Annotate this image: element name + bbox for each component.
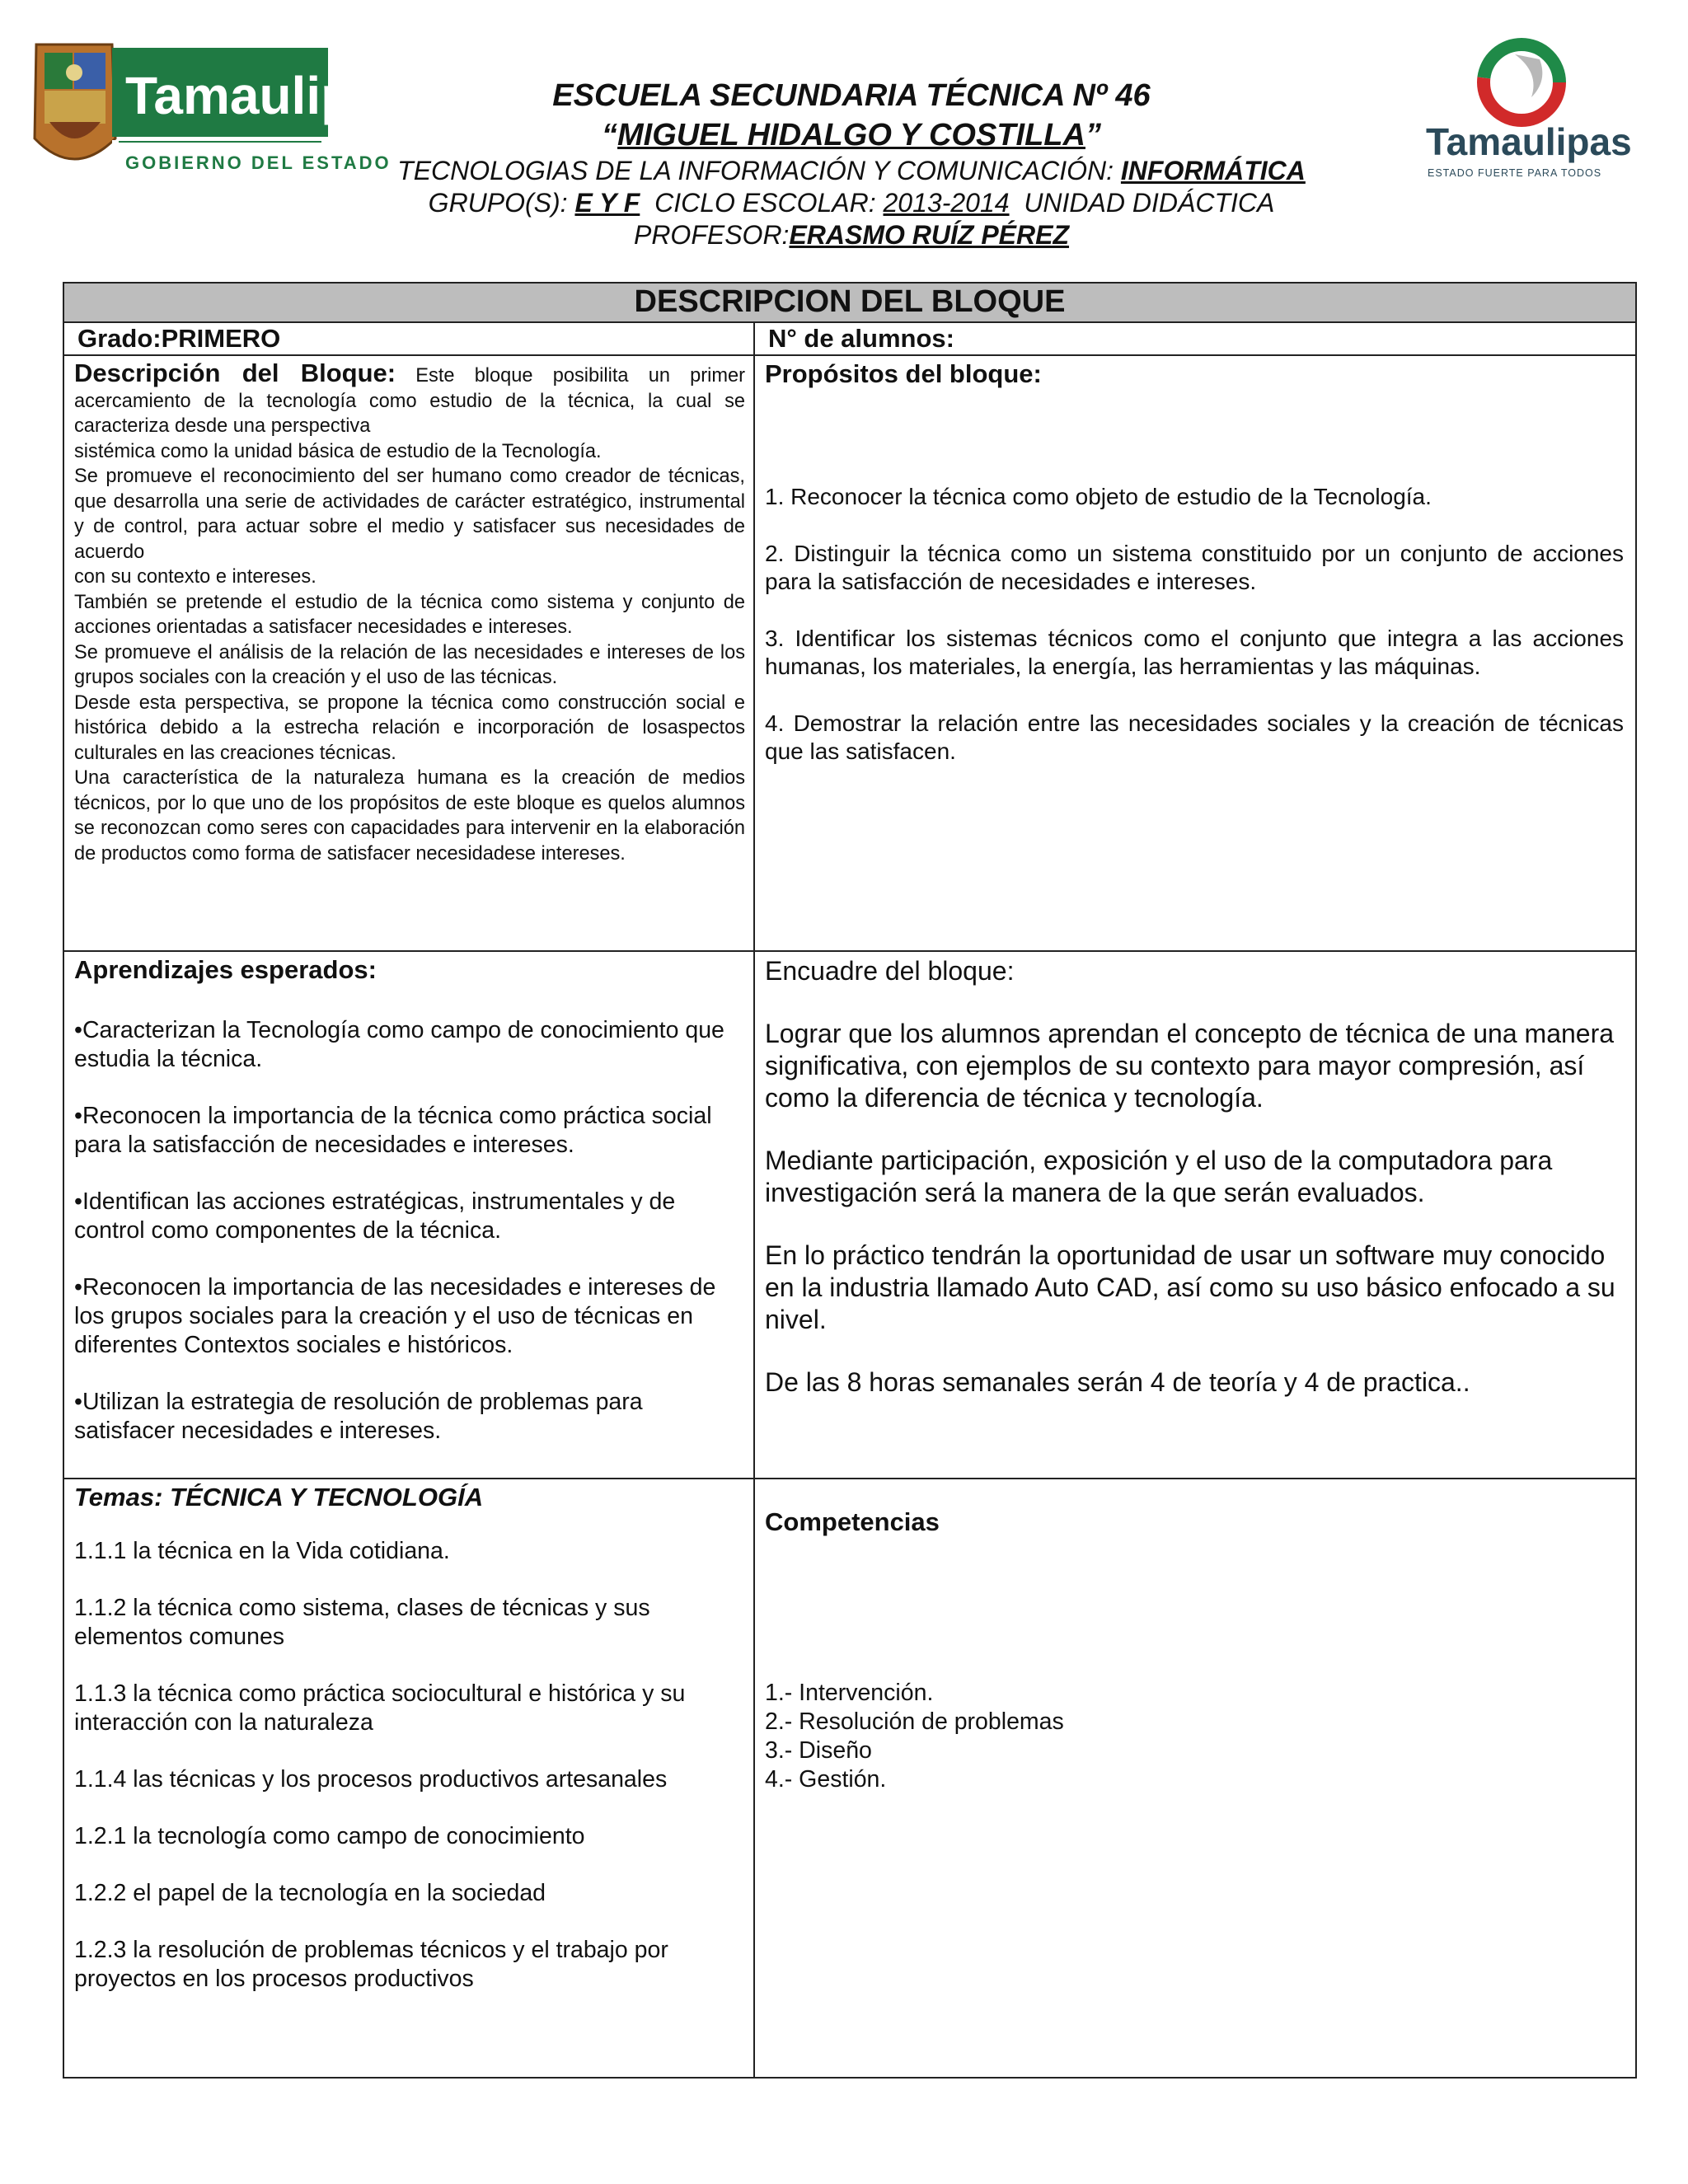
- logo-right-subtitle: ESTADO FUERTE PARA TODOS: [1428, 167, 1602, 179]
- school-name: ESCUELA SECUNDARIA TÉCNICA Nº 46: [552, 78, 1151, 113]
- description-heading: Descripción del Bloque:: [74, 359, 396, 387]
- topics-list: [74, 1537, 743, 1994]
- tamaulipas-gobierno-logo: [33, 40, 412, 180]
- teacher-label: PROFESOR:: [633, 220, 790, 250]
- description-paragraph: También se pretende el estudio de la técnica como sistema y conjunto de acciones orientadas a satisfacer necesidades e intereses.: [74, 591, 745, 638]
- description-paragraph: Desde esta perspectiva, se propone la técnica como construcción social e histórica debido a la estrecha relación e incorporación de losaspectos culturales en las creaciones técnicas.: [74, 691, 745, 764]
- block-purposes-cell: [754, 355, 1636, 951]
- description-paragraph: con su contexto e intereses.: [74, 566, 316, 588]
- description-lead-text: Este bloque posibilita un primer acercamiento de la tecnología como estudio de la técnica, la cual se caracteriza desde una perspectiva: [74, 365, 745, 437]
- logo-left-subtitle: GOBIERNO DEL ESTADO: [125, 152, 392, 173]
- students-cell: N° de alumnos:: [754, 322, 1636, 355]
- expected-learning-list: [74, 1016, 743, 1446]
- expected-learning-heading: Aprendizajes esperados:: [74, 955, 377, 984]
- topic-item: 1.2.1 la tecnología como campo de conocimiento: [74, 1823, 585, 1849]
- purpose-item: 2. Distinguir la técnica como un sistema constituido por un conjunto de acciones para la satisfacción de necesidades e intereses.: [765, 541, 1625, 594]
- learning-item: •Utilizan la estrategia de resolución de problemas para satisfacer necesidades e intereses.: [74, 1389, 643, 1444]
- competency-item: 3.- Diseño: [765, 1737, 872, 1764]
- description-lead: [74, 361, 745, 439]
- competency-item: 1.- Intervención.: [765, 1680, 934, 1706]
- estado-logo-graphic: [1416, 40, 1632, 188]
- quote-close: ”: [1085, 118, 1101, 152]
- gobierno-logo-graphic: [33, 40, 412, 180]
- topic-item: 1.2.3 la resolución de problemas técnicos y el trabajo por proyectos en los procesos productivos: [74, 1937, 668, 1992]
- topic-item: 1.2.2 el papel de la tecnología en la sociedad: [74, 1880, 546, 1906]
- framing-paragraph: Mediante participación, exposición y el uso de la computadora para investigación será la manera de la que serán evaluados.: [765, 1146, 1553, 1207]
- groups-label: GRUPO(S):: [428, 188, 575, 218]
- topic-item: 1.1.4 las técnicas y los procesos productivos artesanales: [74, 1766, 668, 1793]
- groups-value: E Y F: [574, 188, 640, 218]
- competencies-cell: [754, 1479, 1636, 2078]
- school-title-text: MIGUEL HIDALGO Y COSTILLA: [617, 118, 1085, 152]
- purpose-item: 3. Identificar los sistemas técnicos como el conjunto que integra a las acciones humanas, los materiales, la energía, las herramientas y las máquinas.: [765, 626, 1625, 679]
- description-paragraph: sistémica como la unidad básica de estudio de la Tecnología.: [74, 440, 602, 462]
- framing-paragraph: Lograr que los alumnos aprendan el concepto de técnica de una manera significativa, con ejemplos de su contexto para mayor compresión, así como la diferencia de técnica y tecnología.: [765, 1019, 1615, 1113]
- unit-label: UNIDAD DIDÁCTICA: [1009, 188, 1275, 218]
- framing-heading: Encuadre del bloque:: [765, 956, 1015, 986]
- competency-item: 2.- Resolución de problemas: [765, 1708, 1064, 1735]
- description-paragraph: Se promueve el análisis de la relación de las necesidades e intereses de los grupos sociales con la creación y el uso de las técnicas.: [74, 641, 745, 688]
- framing-paragraph: De las 8 horas semanales serán 4 de teoría y 4 de practica..: [765, 1367, 1470, 1397]
- expected-learning-cell: [63, 951, 754, 1479]
- cycle-label: CICLO ESCOLAR:: [640, 188, 884, 218]
- competencies-list: [765, 1679, 1624, 1794]
- learning-item: •Reconocen la importancia de las necesidades e intereses de los grupos sociales para la creación y el uso de técnicas en diferentes Contextos sociales e históricos.: [74, 1274, 716, 1358]
- tamaulipas-estado-logo: [1416, 40, 1632, 188]
- cycle-value: 2013-2014: [883, 188, 1010, 218]
- teacher-value: ERASMO RUÍZ PÉREZ: [789, 220, 1070, 250]
- description-paragraph: Una característica de la naturaleza humana es la creación de medios técnicos, por lo que uno de los propósitos de este bloque es quelos alumnos se reconozcan como seres con capacidades para intervenir en la elaboración de productos como forma de satisfacer necesidadese intereses.: [74, 767, 745, 865]
- logo-right-name: Tamaulipas: [1426, 120, 1632, 163]
- purpose-item: 1. Reconocer la técnica como objeto de estudio de la Tecnología.: [765, 484, 1432, 509]
- learning-item: •Identifican las acciones estratégicas, instrumentales y de control como componentes de la técnica.: [74, 1188, 676, 1244]
- logo-left-name: Tamaulipas: [125, 66, 412, 125]
- block-description-table: [63, 282, 1637, 2079]
- learning-item: •Caracterizan la Tecnología como campo de conocimiento que estudia la técnica.: [74, 1017, 724, 1072]
- school-title: [346, 115, 1357, 155]
- document-header: [346, 76, 1357, 251]
- topic-item: 1.1.1 la técnica en la Vida cotidiana.: [74, 1538, 450, 1564]
- subject-line: [346, 155, 1357, 187]
- purpose-item: 4. Demostrar la relación entre las necesidades sociales y la creación de técnicas que las satisfacen.: [765, 710, 1625, 764]
- topic-item: 1.1.3 la técnica como práctica sociocultural e histórica y su interacción con la naturaleza: [74, 1680, 686, 1736]
- learning-item: •Reconocen la importancia de la técnica como práctica social para la satisfacción de necesidades e intereses.: [74, 1103, 712, 1158]
- framing-paragraph: En lo práctico tendrán la oportunidad de usar un software muy conocido en la industria llamado Auto CAD, así como su uso básico enfocado a su nivel.: [765, 1240, 1615, 1334]
- description-paragraph: Se promueve el reconocimiento del ser humano como creador de técnicas, que desarrolla una serie de actividades de carácter estratégico, instrumental y de control, para actuar sobre el medio y satisfacer sus necesidades de acuerdo: [74, 466, 745, 563]
- group-line: [346, 187, 1357, 219]
- subject-value: INFORMÁTICA: [1120, 156, 1306, 185]
- quote-open: “: [602, 118, 618, 152]
- purposes-heading: Propósitos del bloque:: [765, 359, 1042, 388]
- topics-heading: Temas: TÉCNICA Y TECNOLOGÍA: [74, 1483, 484, 1511]
- block-framing-cell: [754, 951, 1636, 1479]
- framing-paragraphs: [765, 1018, 1624, 1399]
- block-description-cell: [63, 355, 754, 951]
- topics-cell: [63, 1479, 754, 2078]
- table-title: DESCRIPCION DEL BLOQUE: [63, 283, 1636, 322]
- teacher-line: [346, 219, 1357, 251]
- purposes-list: [765, 483, 1624, 766]
- subject-label: TECNOLOGIAS DE LA INFORMACIÓN Y COMUNICACIÓN:: [397, 156, 1121, 185]
- competency-item: 4.- Gestión.: [765, 1766, 887, 1793]
- competencies-heading: Competencias: [765, 1507, 940, 1536]
- topic-item: 1.1.2 la técnica como sistema, clases de técnicas y sus elementos comunes: [74, 1595, 650, 1650]
- grade-cell: Grado:PRIMERO: [63, 322, 754, 355]
